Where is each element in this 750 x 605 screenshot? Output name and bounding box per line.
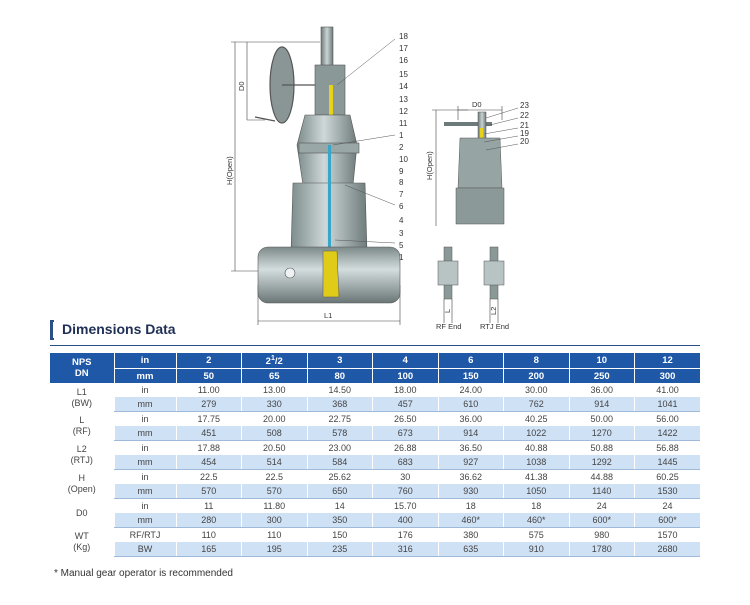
row-label-text: WT: [74, 531, 89, 541]
value-cell: 400: [373, 513, 439, 528]
value-cell: 1530: [635, 484, 701, 499]
header-row-inch: [50, 353, 700, 369]
small-dim-d0-label: D0: [472, 100, 482, 109]
value-cell: 914: [569, 397, 635, 412]
value-cell: 11: [176, 499, 242, 514]
table-row: [50, 397, 700, 412]
value-cell: 50.88: [569, 441, 635, 456]
value-cell: 460*: [438, 513, 504, 528]
heading-rule: [50, 345, 700, 346]
rf-end-label: RF End: [436, 322, 462, 331]
row-label-text: (BW): [71, 397, 92, 408]
row-label-text: L2: [76, 444, 87, 454]
value-cell: 575: [504, 528, 570, 543]
value-cell: 20.50: [242, 441, 308, 456]
rtj-end-label: RTJ End: [480, 322, 510, 331]
value-cell: 1050: [504, 484, 570, 499]
size-mm-cell: 150: [438, 369, 504, 384]
value-cell: 24: [635, 499, 701, 514]
callout-12: 12: [399, 107, 408, 116]
size-mm-cell: 80: [307, 369, 373, 384]
dimensions-table: [50, 353, 700, 557]
value-cell: 673: [373, 426, 439, 441]
callout-9: 9: [399, 167, 404, 176]
nps-label: NPS: [71, 356, 92, 368]
unit-cell: in: [114, 470, 176, 485]
size-in-cell: 4: [373, 353, 439, 369]
value-cell: 454: [176, 455, 242, 470]
value-cell: 1445: [635, 455, 701, 470]
value-cell: 56.00: [635, 412, 701, 427]
callout-1b: 1: [399, 253, 404, 262]
row-label-text: (RTJ): [70, 455, 93, 465]
value-cell: 760: [373, 484, 439, 499]
value-cell: 927: [438, 455, 504, 470]
callout-23: 23: [520, 101, 529, 110]
value-cell: 11.00: [176, 383, 242, 397]
value-cell: 610: [438, 397, 504, 412]
row-label-cell: [50, 528, 114, 557]
unit-cell: mm: [114, 426, 176, 441]
value-cell: 330: [242, 397, 308, 412]
size-in-cell: 6: [438, 353, 504, 369]
size-in-cell: 3: [307, 353, 373, 369]
unit-cell: mm: [114, 484, 176, 499]
value-cell: 195: [242, 542, 308, 557]
value-cell: 14: [307, 499, 373, 514]
row-label-cell: [50, 470, 114, 499]
value-cell: 24: [569, 499, 635, 514]
value-cell: 1570: [635, 528, 701, 543]
value-cell: 980: [569, 528, 635, 543]
value-cell: 650: [307, 484, 373, 499]
unit-cell: mm: [114, 397, 176, 412]
value-cell: 110: [176, 528, 242, 543]
value-cell: 56.88: [635, 441, 701, 456]
value-cell: 41.38: [504, 470, 570, 485]
value-cell: 1292: [569, 455, 635, 470]
footnote: * Manual gear operator is recommended: [54, 568, 233, 579]
value-cell: 60.25: [635, 470, 701, 485]
value-cell: 41.00: [635, 383, 701, 397]
callout-11: 11: [399, 119, 408, 128]
value-cell: 30: [373, 470, 439, 485]
table-row: [50, 412, 700, 427]
row-label-text: (Kg): [73, 542, 91, 552]
value-cell: 44.88: [569, 470, 635, 485]
row-label-text: (Open): [67, 484, 96, 494]
value-cell: 914: [438, 426, 504, 441]
dn-label: DN: [74, 367, 89, 379]
unit-cell: mm: [114, 455, 176, 470]
value-cell: 1422: [635, 426, 701, 441]
value-cell: 165: [176, 542, 242, 557]
row-label-cell: [50, 499, 114, 528]
callout-16: 16: [399, 56, 408, 65]
row-label-text: D0: [75, 507, 88, 518]
row-label-cell: [50, 412, 114, 441]
value-cell: 235: [307, 542, 373, 557]
table-row: [50, 513, 700, 528]
value-cell: 300: [242, 513, 308, 528]
value-cell: 380: [438, 528, 504, 543]
value-cell: 11.80: [242, 499, 308, 514]
section-title: Dimensions Data: [62, 321, 176, 337]
value-cell: 460*: [504, 513, 570, 528]
value-cell: 22.5: [242, 470, 308, 485]
value-cell: 1140: [569, 484, 635, 499]
callout-7: 7: [399, 190, 404, 199]
table-row: [50, 426, 700, 441]
value-cell: 40.88: [504, 441, 570, 456]
value-cell: 36.00: [569, 383, 635, 397]
callout-8: 8: [399, 178, 404, 187]
callout-3: 3: [399, 229, 404, 238]
unit-cell: in: [114, 383, 176, 397]
table-row: [50, 470, 700, 485]
valve-small-drawing: [420, 98, 540, 228]
callout-21: 21: [520, 121, 529, 130]
value-cell: 514: [242, 455, 308, 470]
row-label-text: (RF): [72, 426, 91, 436]
dim-l1-label: L1: [324, 311, 333, 320]
table-row: [50, 383, 700, 397]
value-cell: 17.88: [176, 441, 242, 456]
value-cell: 578: [307, 426, 373, 441]
dimensions-table-body: [50, 353, 700, 557]
value-cell: 150: [307, 528, 373, 543]
value-cell: 1041: [635, 397, 701, 412]
value-cell: 22.75: [307, 412, 373, 427]
header-unit-mm: mm: [114, 369, 176, 384]
callout-4: 4: [399, 216, 404, 225]
unit-cell: in: [114, 499, 176, 514]
value-cell: 508: [242, 426, 308, 441]
callout-17: 17: [399, 44, 408, 53]
size-in-cell: 10: [569, 353, 635, 369]
valve-main-drawing: [225, 25, 420, 325]
size-mm-cell: 65: [242, 369, 308, 384]
value-cell: 457: [373, 397, 439, 412]
value-cell: 910: [504, 542, 570, 557]
value-cell: 17.75: [176, 412, 242, 427]
size-in-cell: 8: [504, 353, 570, 369]
value-cell: 36.00: [438, 412, 504, 427]
dim-l-label: L: [443, 308, 452, 313]
value-cell: 13.00: [242, 383, 308, 397]
table-row: [50, 499, 700, 514]
row-label-text: L: [79, 415, 85, 425]
value-cell: 30.00: [504, 383, 570, 397]
size-in-cell: 12: [635, 353, 701, 369]
size-2-1-2: $2^1/2$: [265, 354, 283, 367]
value-cell: 20.00: [242, 412, 308, 427]
value-cell: 683: [373, 455, 439, 470]
value-cell: 762: [504, 397, 570, 412]
value-cell: 25.62: [307, 470, 373, 485]
heading-bracket-decoration: [50, 320, 54, 340]
size-mm-cell: 250: [569, 369, 635, 384]
value-cell: 1022: [504, 426, 570, 441]
value-cell: 1038: [504, 455, 570, 470]
callout-14: 14: [399, 82, 408, 91]
value-cell: 279: [176, 397, 242, 412]
value-cell: 1270: [569, 426, 635, 441]
unit-cell: RF/RTJ: [114, 528, 176, 543]
row-label-text: L1: [76, 386, 87, 397]
callout-2: 2: [399, 143, 404, 152]
value-cell: 18.00: [373, 383, 439, 397]
value-cell: 15.70: [373, 499, 439, 514]
dim-l2-label: L2: [489, 306, 498, 315]
value-cell: 36.50: [438, 441, 504, 456]
callout-5: 5: [399, 241, 404, 250]
row-label-cell: [50, 441, 114, 470]
value-cell: 2680: [635, 542, 701, 557]
table-row: [50, 542, 700, 557]
callout-20: 20: [520, 137, 529, 146]
header-row-mm: [50, 369, 700, 384]
value-cell: 14.50: [307, 383, 373, 397]
size-mm-cell: 200: [504, 369, 570, 384]
value-cell: 600*: [635, 513, 701, 528]
size-mm-cell: 100: [373, 369, 439, 384]
value-cell: 350: [307, 513, 373, 528]
callout-22: 22: [520, 111, 529, 120]
unit-cell: BW: [114, 542, 176, 557]
value-cell: 26.88: [373, 441, 439, 456]
callout-13: 13: [399, 95, 408, 104]
unit-cell: mm: [114, 513, 176, 528]
table-row: [50, 441, 700, 456]
value-cell: 930: [438, 484, 504, 499]
size-in-cell: [242, 353, 308, 369]
value-cell: 570: [242, 484, 308, 499]
value-cell: 18: [504, 499, 570, 514]
value-cell: 316: [373, 542, 439, 557]
size-in-cell: 2: [176, 353, 242, 369]
callout-19: 19: [520, 129, 529, 138]
small-dim-h-label: H(Open): [425, 151, 434, 180]
unit-cell: in: [114, 412, 176, 427]
value-cell: 1780: [569, 542, 635, 557]
nps-dn-header-cell: [50, 353, 114, 383]
callout-15: 15: [399, 70, 408, 79]
value-cell: 23.00: [307, 441, 373, 456]
value-cell: 18: [438, 499, 504, 514]
table-row: [50, 484, 700, 499]
unit-cell: in: [114, 441, 176, 456]
value-cell: 26.50: [373, 412, 439, 427]
value-cell: 600*: [569, 513, 635, 528]
callout-18: 18: [399, 32, 408, 41]
row-label-cell: [50, 383, 114, 412]
header-unit-in: in: [114, 353, 176, 369]
value-cell: 24.00: [438, 383, 504, 397]
value-cell: 451: [176, 426, 242, 441]
size-mm-cell: 50: [176, 369, 242, 384]
value-cell: 584: [307, 455, 373, 470]
dim-d0-label: D0: [237, 81, 246, 91]
value-cell: 50.00: [569, 412, 635, 427]
callout-list: [399, 32, 408, 262]
table-row: [50, 528, 700, 543]
value-cell: 635: [438, 542, 504, 557]
callout-1a: 1: [399, 131, 404, 140]
callout-6: 6: [399, 202, 404, 211]
value-cell: 280: [176, 513, 242, 528]
dim-h-label: H(Open): [225, 156, 234, 185]
dimensions-heading: [50, 318, 700, 342]
value-cell: 110: [242, 528, 308, 543]
size-mm-cell: 300: [635, 369, 701, 384]
value-cell: 22.5: [176, 470, 242, 485]
value-cell: 40.25: [504, 412, 570, 427]
value-cell: 570: [176, 484, 242, 499]
table-row: [50, 455, 700, 470]
value-cell: 36.62: [438, 470, 504, 485]
value-cell: 368: [307, 397, 373, 412]
callout-10: 10: [399, 155, 408, 164]
row-label-text: H: [78, 473, 85, 483]
value-cell: 176: [373, 528, 439, 543]
